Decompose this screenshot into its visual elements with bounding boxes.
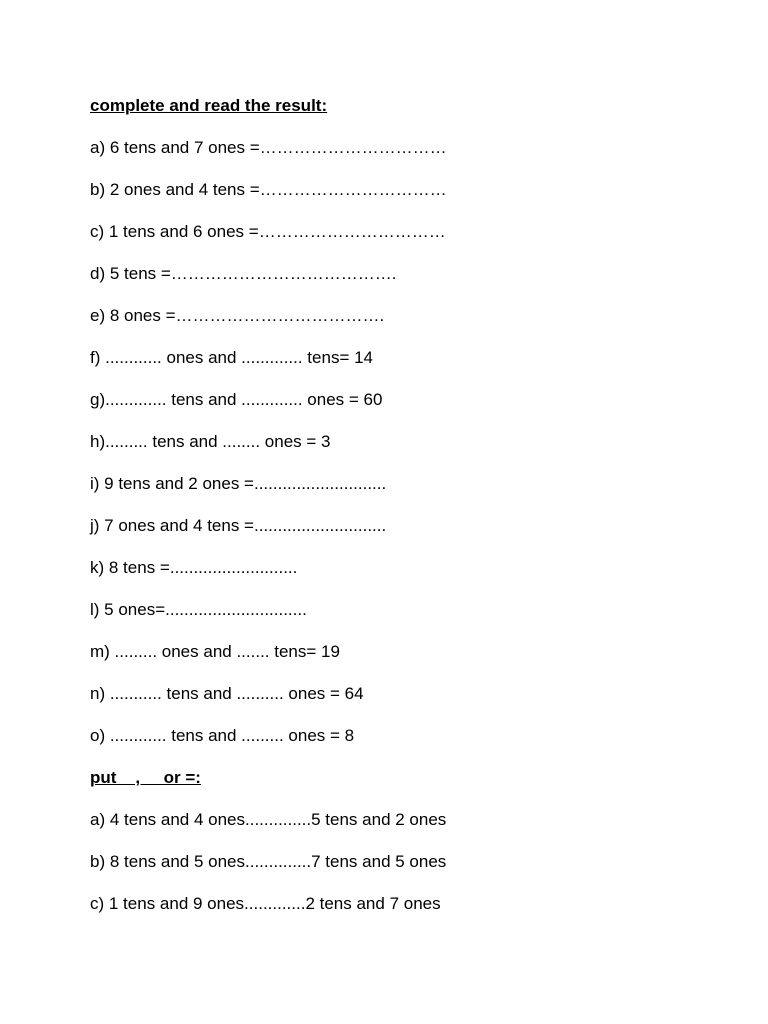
section-heading-put: put , or =: — [90, 768, 201, 787]
exercise-e: e) 8 ones =………………………………. — [90, 306, 385, 325]
compare-c: c) 1 tens and 9 ones.............2 tens and 7 ones — [90, 894, 441, 913]
exercise-a: a) 6 tens and 7 ones =…………………………… — [90, 138, 447, 157]
exercise-o: o) ............ tens and ......... ones = 8 — [90, 726, 355, 745]
exercise-m: m) ......... ones and ....... tens= 19 — [90, 642, 340, 661]
exercise-c: c) 1 tens and 6 ones =…………………………… — [90, 222, 446, 241]
section-heading-complete: complete and read the result: — [90, 96, 328, 115]
compare-a: a) 4 tens and 4 ones..............5 tens and 2 ones — [90, 810, 447, 829]
exercise-j: j) 7 ones and 4 tens =............................ — [90, 516, 387, 535]
exercise-k: k) 8 tens =........................... — [90, 558, 298, 577]
exercise-n: n) ........... tens and .......... ones = 64 — [90, 684, 364, 703]
compare-b: b) 8 tens and 5 ones..............7 tens and 5 ones — [90, 852, 447, 871]
exercise-h: h)......... tens and ........ ones = 3 — [90, 432, 331, 451]
exercise-f: f) ............ ones and ............. tens= 14 — [90, 348, 373, 367]
exercise-b: b) 2 ones and 4 tens =…………………………… — [90, 180, 447, 199]
worksheet — [90, 96, 730, 936]
exercise-d: d) 5 tens =…………………………………. — [90, 264, 397, 283]
exercise-g: g)............. tens and ............. ones = 60 — [90, 390, 383, 409]
exercise-l: l) 5 ones=.............................. — [90, 600, 307, 619]
exercise-i: i) 9 tens and 2 ones =............................ — [90, 474, 387, 493]
